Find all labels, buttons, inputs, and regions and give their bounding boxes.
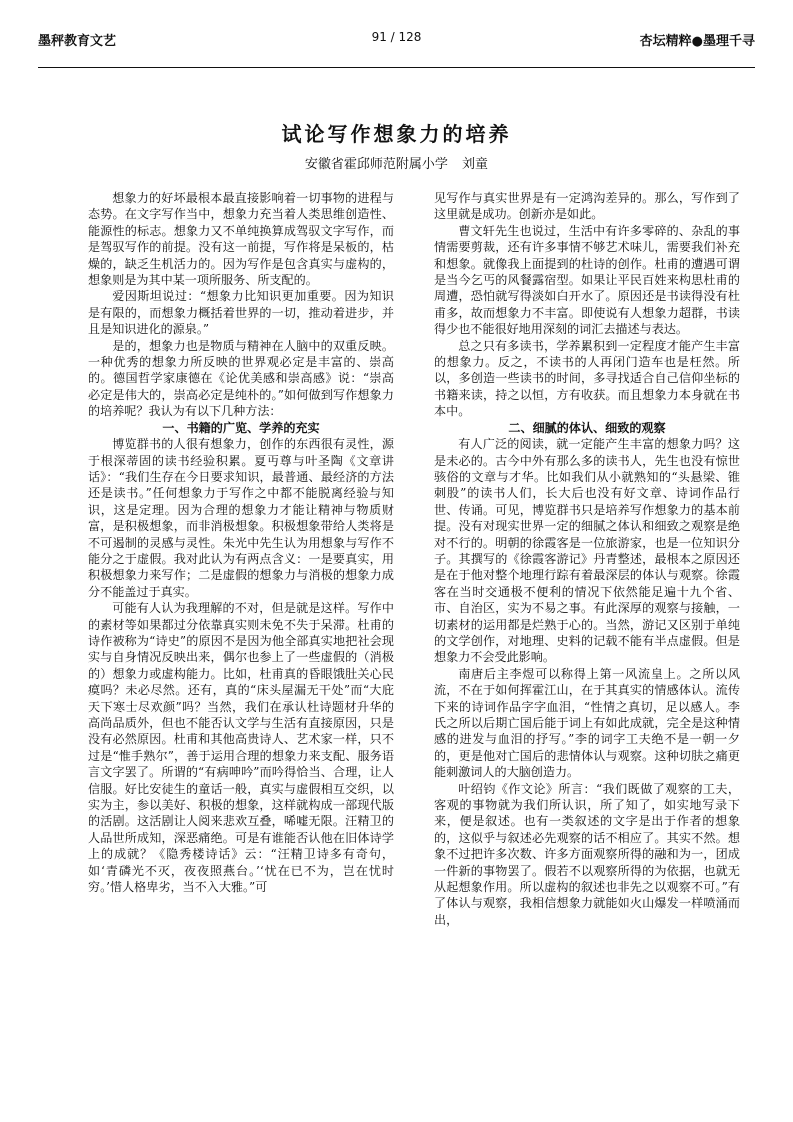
body-paragraph: 曹文轩先生也说过，生活中有许多零碎的、杂乱的事情需要剪裁，还有许多事情不够艺术味儿，需要我们补充和想象。就像我上面提到的杜诗的创作。杜甫的遭遇可谓是当今乞丐的风餐露宿型。如果让平民百姓来构思杜甫的周遭，恐怕就写得淡如白开水了。原因还是书读得没有杜甫多，故而想象力不丰富。即使说有人想象力超群，书读得少也不能很好地用深刻的词汇去描述与表达。 (434, 223, 740, 337)
body-paragraph: 博览群书的人很有想象力，创作的东西很有灵性，源于根深蒂固的读书经验积累。夏丏尊与叶圣陶《文章讲话》：“我们生存在今日要求知识，最普通、最经济的方法还是读书。”任何想象力于写作之中都不能脱离经验与知识，这是定理。因为合理的想象力才能让精神与物质财富，是积极想象，而非消极想象。积极想象带给人类将是不可遏制的灵感与灵性。朱光中先生认为用想象与写作不能分之于虚假。我对此认为有两点含义：一是要真实，用积极想象力来写作；二是虚假的想象力与消极的想象力成分不能盖过于真实。 (88, 437, 394, 599)
body-paragraph: 可能有人认为我理解的不对，但是就是这样。写作中的素材等如果都过分依靠真实则未免不失于呆滞。杜甫的诗作被称为“诗史”的原因不是因为他全部真实地把社会现实与自身情况反映出来，偶尔也参上了一些虚假的（消极的）想象力或虚构能力。比如，杜甫真的昏眼饿肚关心民瘼吗？未必尽然。还有，真的“床头屋漏无干处”而“大庇天下寒士尽欢颜”吗？当然，我们在承认杜诗题材升华的高尚品质外，但也不能否认文学与生活有直接原因，只是没有必然原因。杜甫和其他高贵诗人、艺术家一样，只不过是“惟手熟尔”，善于运用合理的想象力来支配、服务语言文字罢了。所谓的“有病呻吟”而吟得恰当、合理，让人信服。好比安徒生的童话一般，真实与虚假相互交织，以实为主，参以美好、积极的想象，这样就构成一部现代版的活剧。这活剧让人阅来悲欢互叠，唏嘘无限。汪精卫的人品世所成知，深恶痛绝。可是有谁能否认他在旧体诗学上的成就？《隐秀楼诗话》云：“汪精卫诗多有奇句，如‘青磷光不灭，夜夜照燕台。’‘忧在已不为，岂在忧时穷。’惜人格卑劣，当不入大雅。”可 (88, 601, 394, 895)
body-paragraph: 见写作与真实世界是有一定鸿沟差异的。那么，写作到了这里就是成功。创新亦是如此。 (434, 191, 740, 222)
left-column (88, 190, 394, 1095)
publication-name: 墨秤教育文艺 (38, 34, 117, 49)
body-paragraph: 南唐后主李煜可以称得上第一风流皇上。之所以风流，不在于如何挥霍江山，在于其真实的情感体认。流传下来的诗词作品字字血泪，“性情之真切，足以感人。李氏之所以后期亡国后能于词上有如此成就，完全是这种情感的进发与血泪的抒写。”李的词字工夫绝不是一朝一夕的，更是他对亡国后的悲情体认与观察。这种切肤之痛更能刺激词人的大脑创造力。 (434, 666, 740, 780)
section-heading: 一、书籍的广览、学养的充实 (162, 420, 320, 435)
body-paragraph: 叶绍钧《作文论》所言：“我们既做了观察的工夫，客观的事物就为我们所认识，所了知了，如实地写录下来，便是叙述。也有一类叙述的文字是出于作者的想象的，这似乎与叙述必先观察的话不相应了。其实不然。想象不过把许多次数、许多方面观察所得的融和为一，团成一件新的事物罢了。假若不以观察所得的为依据，也就无从起想象作用。所以虚构的叙述也非先之以观察不可。”有了体认与观察，我相信想象力就能如火山爆发一样喷涌而出， (434, 781, 740, 927)
body-paragraph: 爱因斯坦说过：“想象力比知识更加重要。因为知识是有限的，而想象力概括着世界的一切，推动着进步，并且是知识进化的源泉。” (88, 289, 394, 337)
page-header (38, 30, 755, 52)
page-number: 91 / 128 (371, 30, 422, 44)
right-column (434, 190, 740, 1095)
body-paragraph: 是的，想象力也是物质与精神在人脑中的双重反映。一种优秀的想象力所反映的世界观必定是丰富的、崇高的。德国哲学家康德在《论优美感和崇高感》说：“崇高必定是伟大的，崇高必定是纯朴的。”如何做到写作想象力的培养呢？我认为有以下几种方法： (88, 338, 394, 419)
body-paragraph: 想象力的好坏最根本最直接影响着一切事物的进程与态势。在文字写作当中，想象力充当着人类思维创造性、能源性的标志。想象力又不单纯换算成驾驭文字写作，而是驾驭写作的前提。没有这一前提，写作将是呆板的，枯燥的，缺乏生机活力的。因为写作是包含真实与虚构的，想象则是为其中某一项所服务、所支配的。 (88, 191, 394, 288)
body-paragraph: 有人广泛的阅读，就一定能产生丰富的想象力吗？这是未必的。古今中外有那么多的读书人，先生也没有惊世骇俗的文章与才华。比如我们从小就熟知的“头悬梁、锥刺股”的读书人们，长大后也没有好文章、诗词作品行世、传诵。可见，博览群书只是培养写作想象力的基本前提。没有对现实世界一定的细腻之体认和细致之观察是绝对不行的。明朝的徐霞客是一位旅游家，也是一位知识分子。其撰写的《徐霞客游记》丹青整述，最根本之原因还是在于他对整个地理行踪有着最深层的体认与观察。徐霞客在当时交通极不便利的情况下依然能足遍十九个省、市、自治区，实为不易之事。有此深厚的观察与接触，一切素材的运用都是烂熟于心的。当然，游记又区别于单纯的文学创作，对地理、史料的记载不能有半点虚假。但是想象力不会受此影响。 (434, 437, 740, 665)
article-title: 试论写作想象力的培养 (281, 122, 512, 146)
header-rule (38, 67, 755, 68)
article-author: 安徽省霍邱师范附属小学 刘童 (304, 157, 489, 172)
section-heading: 二、细腻的体认、细致的观察 (508, 420, 666, 435)
section-name: 杏坛精粹●墨理千寻 (639, 34, 755, 49)
body-paragraph: 总之只有多读书，学养累积到一定程度才能产生丰富的想象力。反之，不读书的人再闭门造车也是枉然。所以，多创造一些读书的时间，多寻找适合自己信仰坐标的书籍来读，持之以恒，方有收获。而且想象力本身就在书本中。 (434, 338, 740, 419)
